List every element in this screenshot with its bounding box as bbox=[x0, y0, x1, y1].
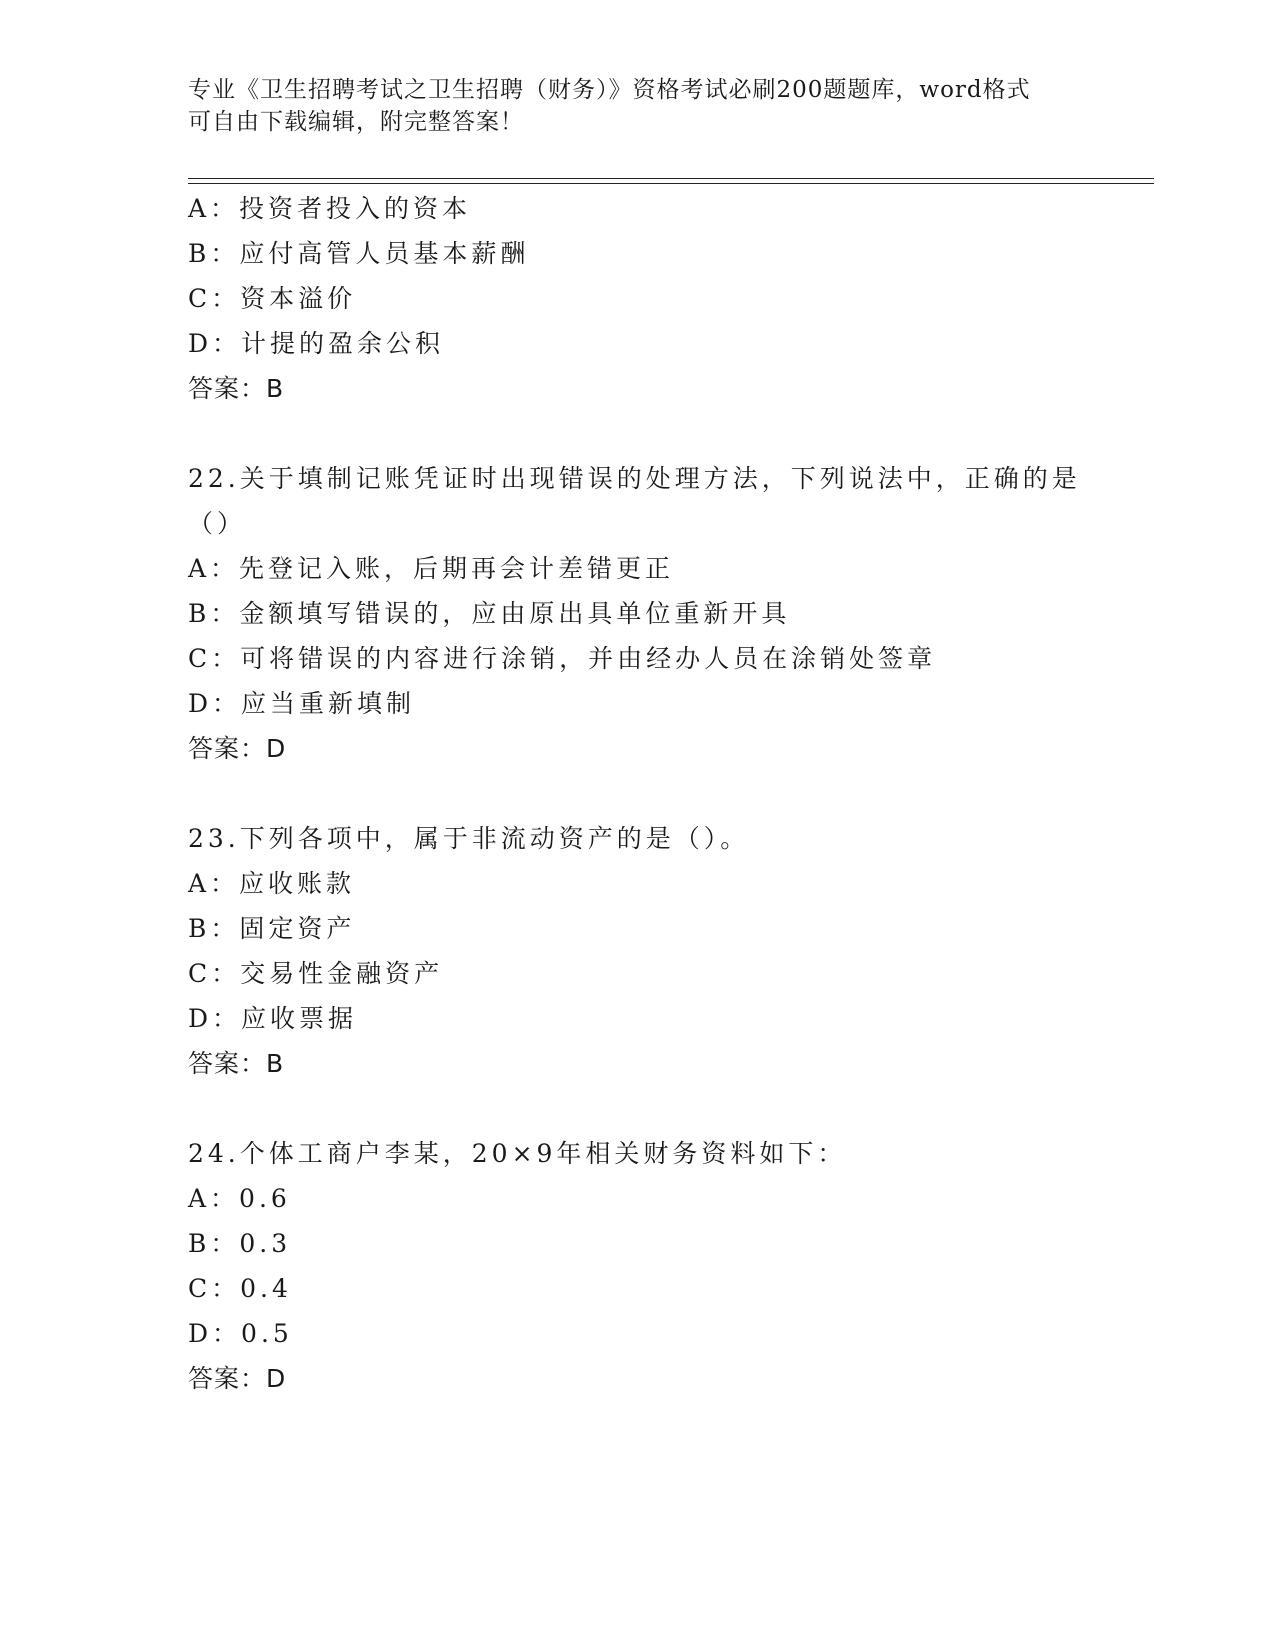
q22-option-a: A：先登记入账，后期再会计差错更正 bbox=[188, 554, 675, 583]
header-line-1: 专业《卫生招聘考试之卫生招聘（财务）》资格考试必刷200题题库，word格式 bbox=[188, 77, 1031, 103]
q23-answer: 答案：B bbox=[188, 1049, 285, 1078]
q24-option-d: D：0.5 bbox=[188, 1319, 293, 1348]
header-divider-bottom bbox=[188, 183, 1154, 184]
header-divider-top bbox=[188, 178, 1154, 179]
q22-stem-line-1: 22.关于填制记账凭证时出现错误的处理方法，下列说法中，正确的是 bbox=[188, 464, 1081, 493]
q24-option-a: A：0.6 bbox=[188, 1184, 291, 1213]
q23-stem: 23.下列各项中，属于非流动资产的是（）。 bbox=[188, 824, 750, 853]
q24-stem: 24.个体工商户李某，20×9年相关财务资料如下： bbox=[188, 1139, 847, 1168]
q24-option-c: C：0.4 bbox=[188, 1274, 292, 1303]
header-line-2: 可自由下载编辑，附完整答案！ bbox=[188, 109, 524, 135]
q22-option-b: B：金额填写错误的，应由原出具单位重新开具 bbox=[188, 599, 791, 628]
q21-option-a: A：投资者投入的资本 bbox=[188, 194, 472, 223]
q22-answer: 答案：D bbox=[188, 734, 287, 763]
q24-option-b: B：0.3 bbox=[188, 1229, 292, 1258]
q23-option-d: D：应收票据 bbox=[188, 1004, 358, 1033]
q21-option-b: B：应付高管人员基本薪酬 bbox=[188, 239, 530, 268]
q21-option-c: C：资本溢价 bbox=[188, 284, 357, 313]
q24-answer: 答案：D bbox=[188, 1364, 287, 1393]
q23-option-a: A：应收账款 bbox=[188, 869, 356, 898]
q22-option-c: C：可将错误的内容进行涂销，并由经办人员在涂销处签章 bbox=[188, 644, 937, 673]
q23-option-c: C：交易性金融资产 bbox=[188, 959, 444, 988]
q21-option-d: D：计提的盈余公积 bbox=[188, 329, 445, 358]
q21-answer: 答案：B bbox=[188, 374, 285, 403]
document-header bbox=[188, 74, 1088, 138]
q23-option-b: B：固定资产 bbox=[188, 914, 356, 943]
q22-stem-line-2: （） bbox=[188, 509, 247, 538]
q22-option-d: D：应当重新填制 bbox=[188, 689, 416, 718]
